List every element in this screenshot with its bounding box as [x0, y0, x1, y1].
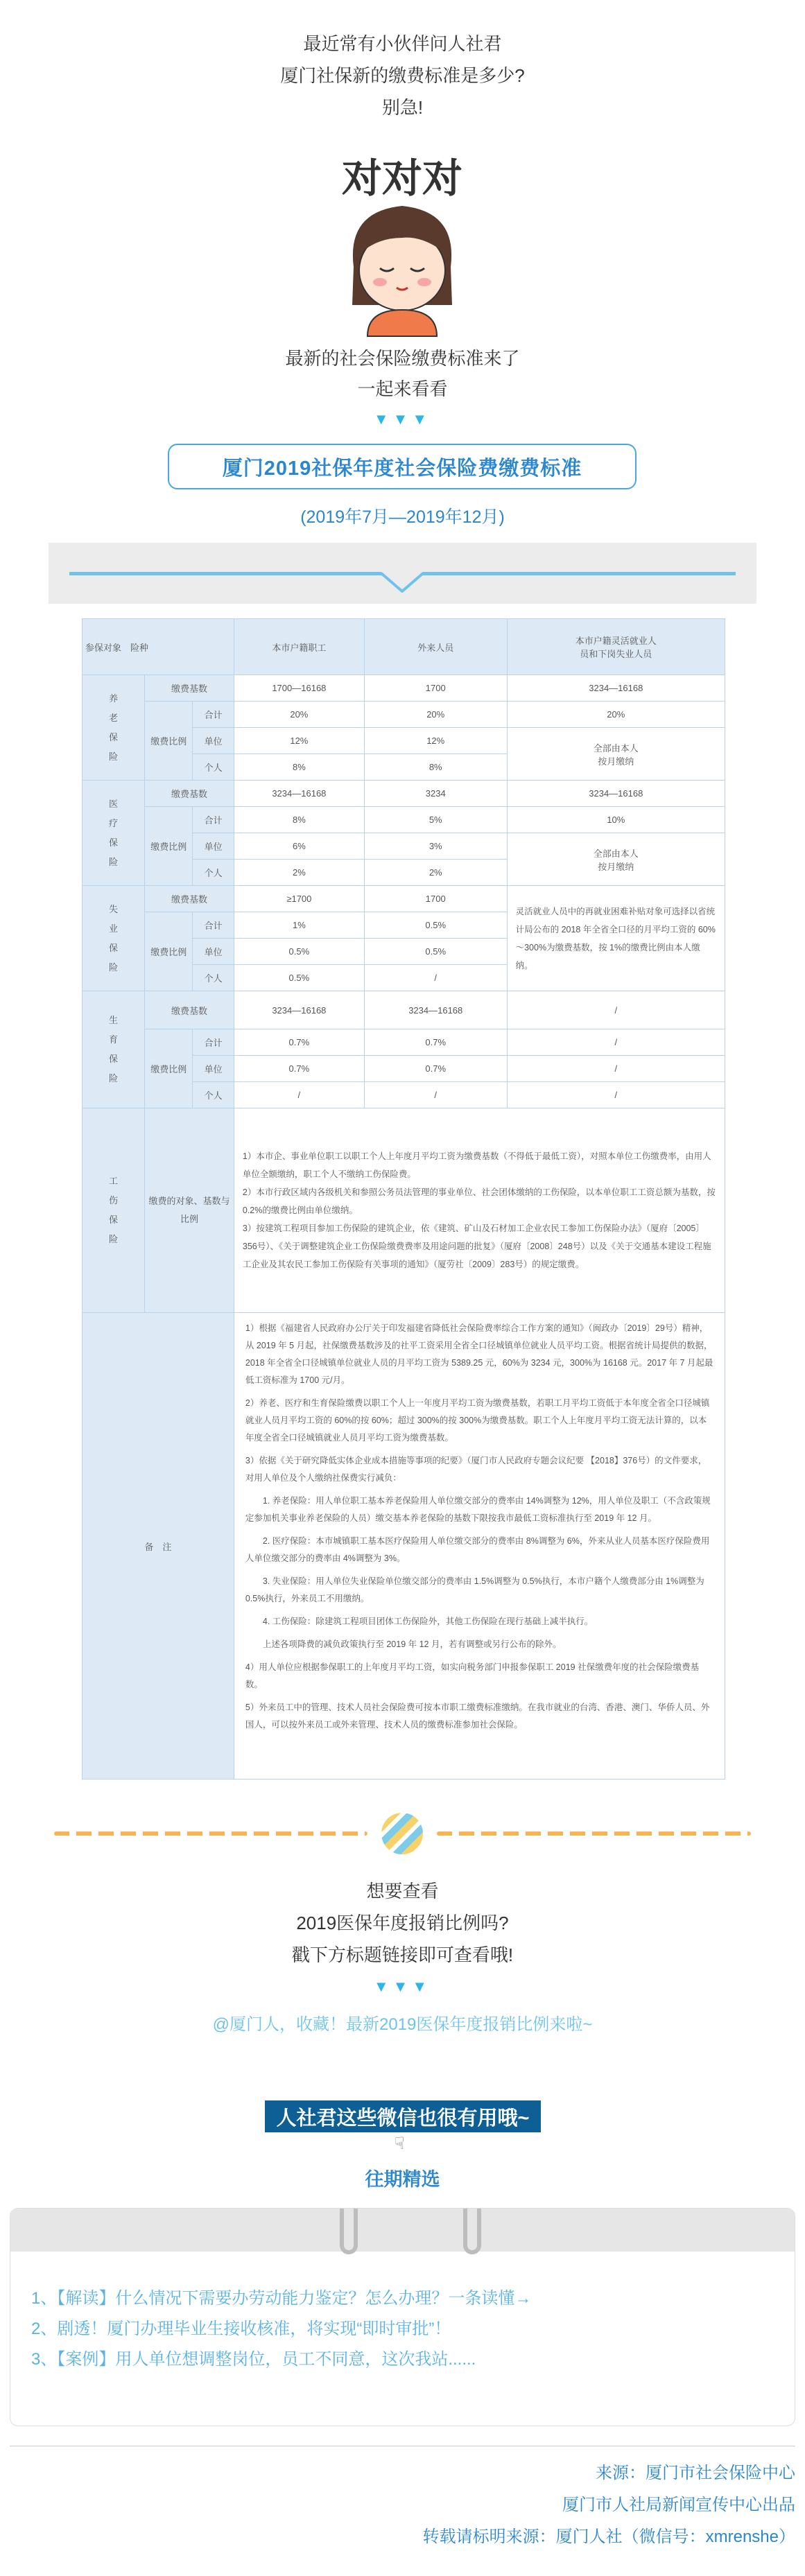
category-pension: 养老保险 — [83, 675, 145, 781]
category-unemployment: 失业保险 — [83, 886, 145, 991]
divider-dash-left — [54, 1831, 367, 1836]
cell: 0.5% — [364, 912, 507, 939]
down-triangles-icon: ▼▼▼ — [373, 1978, 432, 1995]
cell: 3234—16168 — [364, 991, 507, 1029]
article-item[interactable]: 1、【解读】什么情况下需要办劳动能力鉴定？怎么办理？一条读懂→ — [31, 2289, 532, 2308]
cell: 3234 — [364, 781, 507, 807]
cell: 5% — [364, 807, 507, 833]
date-range: (2019年7月—2019年12月) — [300, 507, 505, 527]
label-unit: 单位 — [193, 728, 234, 754]
category-medical: 医疗保险 — [83, 781, 145, 886]
note-paragraph: 3. 失业保险：用人单位失业保险单位缴交部分的费率由 1.5%调整为 0.5%执行，本市户籍个人缴费部分由 1%调整为 0.5%执行，外来员工不用缴纳。 — [245, 1576, 704, 1603]
header-corner — [83, 619, 234, 675]
chevron-down-icon — [381, 572, 423, 593]
header-type: 险种 — [130, 642, 149, 653]
cell: 20% — [507, 702, 725, 728]
injury-text: 1）本市企、事业单位职工以职工个人上年度月平均工资为缴费基数（不得低于最低工资），对照本单位工伤缴费率，由用人单位全额缴纳，职工个人不缴纳工伤保险费。 2）本市行政区域内各级机关和参照公务员法管理的事业单位、社会团体缴纳的工伤保险，以本单位职工工资总额为基数，按 0.2%的缴费比例由单位缴纳。 3）按建筑工程项目参加工伤保险的建筑企业，依《建筑、矿山及石材加工企业农民工参加工伤保险办法》（厦府〔2005〕356号）、《关于调整建筑企业工伤保险缴费费率及用途问题的批复》（厦府〔2008〕248号）以及《关于交通基本建设工程施工企业及其农民工参加工伤保险有关事项的通知》（厦劳社〔2009〕283号）的规定缴费。 — [234, 1108, 725, 1313]
outro-line: 2019医保年度报销比例吗? — [296, 1913, 509, 1933]
col-header-flexible-line: 员和下岗失业人员 — [580, 649, 652, 659]
page-title: 厦门2019社保年度社会保险费缴费标准 — [168, 444, 637, 489]
cell: 3234—16168 — [507, 781, 725, 807]
binder-ring-icon — [463, 2208, 481, 2254]
article-item[interactable]: 3、【案例】用人单位想调整岗位，员工不同意，这次我站...... — [31, 2350, 476, 2369]
divider-dash-right — [437, 1831, 751, 1836]
wechat-banner: 人社君这些微信也很有用哦~ — [265, 2100, 541, 2132]
cell: ≥1700 — [234, 886, 364, 912]
label-base: 缴费基数 — [145, 781, 234, 807]
label-base: 缴费基数 — [145, 675, 234, 702]
note-paragraph: 5）外来员工中的管理、技术人员社会保险费可按本市职工缴费标准缴纳。在我市就业的台湾、香港、澳门、华侨人员、外国人，可以按外来员工或外来管理、技术人员的缴费标准参加社会保险。 — [245, 1703, 710, 1730]
credit-line: 来源：厦门市社会保险中心 — [596, 2464, 795, 2482]
notes-label: 备 注 — [83, 1313, 234, 1779]
sticker-text: 对对对 — [341, 155, 463, 202]
cell: 0.5% — [234, 939, 364, 965]
intro-line: 别急! — [381, 97, 424, 118]
credit-line: 转载请标明来源：厦门人社（微信号：xmrenshe） — [422, 2527, 795, 2546]
cell: 3% — [364, 833, 507, 860]
col-header-flexible — [507, 619, 725, 675]
credit-line: 厦门市人社局新闻宣传中心出品 — [562, 2496, 795, 2514]
cell: 3234—16168 — [507, 675, 725, 702]
sub-text — [0, 343, 805, 435]
header-object: 参保对象 — [85, 642, 122, 653]
label-ratio: 缴费比例 — [145, 912, 193, 991]
cell: 6% — [234, 833, 364, 860]
contribution-table — [82, 618, 725, 1779]
label-personal: 个人 — [193, 860, 234, 886]
article-link[interactable]: @厦门人，收藏！最新2019医保年度报销比例来啦~ — [212, 2015, 593, 2034]
credits — [423, 2457, 795, 2553]
col-header-flexible-line: 本市户籍灵活就业人 — [575, 636, 657, 646]
cell: 20% — [234, 702, 364, 728]
section-banner — [49, 543, 756, 604]
label-base: 缴费基数 — [145, 991, 234, 1029]
outro-line: 戳下方标题链接即可查看哦! — [291, 1944, 514, 1965]
cell: 2% — [234, 860, 364, 886]
intro-line: 厦门社保新的缴费标准是多少? — [280, 65, 525, 86]
cell: / — [364, 965, 507, 991]
cell: 8% — [364, 754, 507, 781]
cell: / — [507, 1082, 725, 1108]
cell: 8% — [234, 807, 364, 833]
label-ratio: 缴费比例 — [145, 702, 193, 781]
cell: / — [507, 1029, 725, 1056]
cell: 0.7% — [364, 1029, 507, 1056]
label-personal: 个人 — [193, 965, 234, 991]
cell: 0.7% — [364, 1056, 507, 1082]
cell: / — [507, 991, 725, 1029]
article-item[interactable]: 2、剧透！厦门办理毕业生接收核准，将实现“即时审批”！ — [31, 2320, 451, 2338]
cell-self-pay: 全部由本人 按月缴纳 — [507, 728, 725, 781]
recent-title: 往期精选 — [365, 2169, 440, 2190]
cell: 0.5% — [364, 939, 507, 965]
note-paragraph: 4. 工伤保险：除建筑工程项目团体工伤保险外，其他工伤保险在现行基础上减半执行。 — [262, 1617, 594, 1626]
dashed-divider — [54, 1813, 751, 1854]
note-paragraph: 1）根据《福建省人民政府办公厅关于印发福建省降低社会保险费率综合工作方案的通知》（闽政办〔2019〕29号）精神，从 2019 年 5 月起，社保缴费基数涉及的社平工资采用全省全口径城镇单位就业人员平均工资。根据省统计局提供的数据，2018 年全省全口径城镇单位就业人员的月平均工资为 5389.25 元，60%为 3234 元，300%为 16168 元。2017 年 7 月起最低工资标准为 1700 元/月。 — [245, 1323, 713, 1385]
cell: 3234—16168 — [234, 781, 364, 807]
label-base: 缴费基数 — [145, 886, 234, 912]
label-personal: 个人 — [193, 754, 234, 781]
label-unit: 单位 — [193, 939, 234, 965]
girl-sticker-icon — [291, 149, 513, 343]
label-unit: 单位 — [193, 1056, 234, 1082]
cell: 20% — [364, 702, 507, 728]
cell-self-pay: 全部由本人 按月缴纳 — [507, 833, 725, 886]
label-personal: 个人 — [193, 1082, 234, 1108]
col-header-migrant: 外来人员 — [364, 619, 507, 675]
cell: 2% — [364, 860, 507, 886]
cell: / — [234, 1082, 364, 1108]
sub-line: 最新的社会保险缴费标准来了 — [285, 348, 520, 369]
label-injury: 缴费的对象、基数与比例 — [145, 1108, 234, 1313]
note-paragraph: 2）养老、医疗和生育保险缴费以职工个人上一年度月平均工资为缴费基数，若职工月平均工资低于本年度全省全口径城镇就业人员月平均工资的 60%的按 60%；超过 300%的按 300%为缴费基数。职工个人上年度月平均工资无法计算的，以本年度全省全口径城镇就业人员月平均工资为缴费基数。 — [245, 1398, 710, 1443]
label-total: 合计 — [193, 912, 234, 939]
cell: 1% — [234, 912, 364, 939]
recent-articles-card — [10, 2208, 795, 2426]
note-paragraph: 2. 医疗保险：本市城镇职工基本医疗保险用人单位缴交部分的费率由 8%调整为 6%，外来从业人员基本医疗保险费用人单位缴交部分的费率由 4%调整为 3%。 — [245, 1536, 710, 1563]
cell-flexible-note: 灵活就业人员中的再就业困难补贴对象可选择以省统计局公布的 2018 年全省全口径的月平均工资的 60%～300%为缴费基数，按 1%的缴费比例由本人缴纳。 — [507, 886, 725, 991]
outro-text — [0, 1875, 805, 2003]
col-header-local: 本市户籍职工 — [234, 619, 364, 675]
intro-line: 最近常有小伙伴问人社君 — [303, 33, 502, 54]
category-injury: 工伤保险 — [83, 1108, 145, 1313]
label-unit: 单位 — [193, 833, 234, 860]
cell: 1700 — [364, 886, 507, 912]
pointing-finger-icon: ☟ — [395, 2134, 405, 2153]
label-total: 合计 — [193, 702, 234, 728]
cell: / — [507, 1056, 725, 1082]
cell: 1700 — [364, 675, 507, 702]
note-paragraph: 3）依据《关于研究降低实体企业成本措施等事项的纪要》（厦门市人民政府专题会议纪要 【2018】376号）的文件要求，对用人单位及个人缴纳社保费实行减负： — [245, 1456, 707, 1483]
cell: / — [364, 1082, 507, 1108]
article-list — [31, 2283, 531, 2375]
card-header-strip — [10, 2209, 795, 2252]
note-paragraph: 上述各项降费的减负政策执行至 2019 年 12 月，若有调整或另行公布的除外。 — [262, 1639, 562, 1649]
notes-cell — [234, 1313, 725, 1779]
cell: 1700—16168 — [234, 675, 364, 702]
cell: 0.7% — [234, 1029, 364, 1056]
label-total: 合计 — [193, 1029, 234, 1056]
cell: 8% — [234, 754, 364, 781]
cell: 0.5% — [234, 965, 364, 991]
label-ratio: 缴费比例 — [145, 807, 193, 886]
sub-line: 一起来看看 — [357, 378, 448, 399]
note-paragraph: 1. 养老保险：用人单位职工基本养老保险用人单位缴交部分的费率由 14%调整为 12%，用人单位及职工（不含政策规定参加机关事业养老保险的人员）缴交基本养老保险的基数下限按我市最低工资标准执行至 2019 年 12 月。 — [245, 1496, 711, 1523]
cell: 12% — [234, 728, 364, 754]
note-paragraph: 4）用人单位应根据参保职工的上年度月平均工资，如实向税务部门申报参保职工 2019 社保缴费年度的社会保险缴费基数。 — [245, 1662, 700, 1689]
binder-ring-icon — [340, 2208, 358, 2254]
swirl-icon — [381, 1813, 423, 1854]
outro-line: 想要查看 — [366, 1881, 439, 1901]
down-triangles-icon: ▼▼▼ — [373, 410, 432, 428]
label-ratio: 缴费比例 — [145, 1029, 193, 1108]
category-maternity: 生育保险 — [83, 991, 145, 1108]
cell: 10% — [507, 807, 725, 833]
cell: 0.7% — [234, 1056, 364, 1082]
cell: 12% — [364, 728, 507, 754]
cell: 3234—16168 — [234, 991, 364, 1029]
intro-text — [0, 28, 805, 123]
label-total: 合计 — [193, 807, 234, 833]
